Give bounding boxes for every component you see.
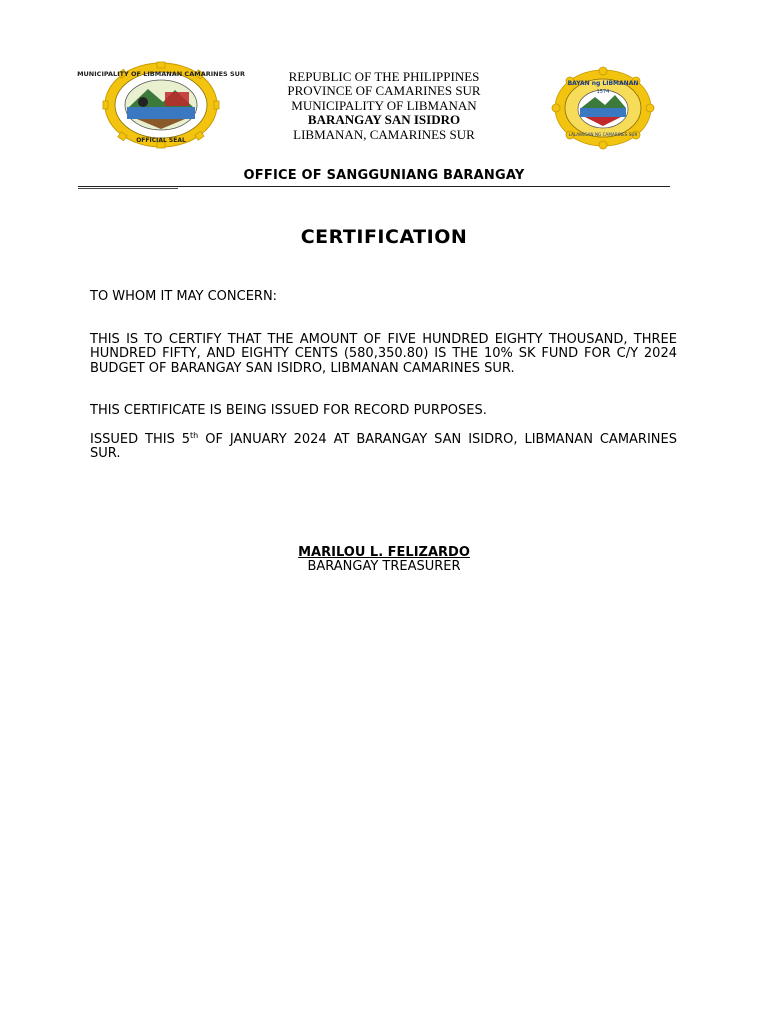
letterhead-municipality: MUNICIPALITY OF LIBMANAN bbox=[291, 97, 477, 113]
purpose-paragraph: THIS CERTIFICATE IS BEING ISSUED FOR RECORD PURPOSES. bbox=[90, 403, 487, 418]
signatory-name: MARILOU L. FELIZARDO bbox=[298, 545, 470, 560]
letterhead bbox=[234, 70, 534, 142]
letterhead-barangay: BARANGAY SAN ISIDRO bbox=[307, 112, 461, 128]
certification-paragraph: THIS IS TO CERTIFY THAT THE AMOUNT OF FIVE HUNDRED EIGHTY THOUSAND, THREE HUNDRED FIFTY, AND EIGHTY CENTS (580,350.80) IS THE 10% SK FUND FOR C/Y 2024 BUDGET OF BARANGAY SAN ISIDRO, LIBMANAN CAMARINES SUR. bbox=[90, 332, 677, 376]
ordinal-suffix: th bbox=[190, 431, 199, 440]
seal-left-bottom-text: OFFICIAL SEAL bbox=[136, 137, 186, 144]
header-divider-accent bbox=[78, 188, 178, 189]
document-title: CERTIFICATION bbox=[300, 226, 468, 248]
office-heading: OFFICE OF SANGGUNIANG BARANGAY bbox=[243, 168, 525, 183]
issuance-paragraph bbox=[90, 433, 677, 462]
municipal-seal-left bbox=[77, 62, 245, 148]
issuance-text-start: ISSUED THIS 5 bbox=[90, 432, 191, 447]
letterhead-address: LIBMANAN, CAMARINES SUR bbox=[293, 126, 475, 142]
seal-right-top-text: BAYAN ng LIBMANAN bbox=[567, 80, 639, 87]
signature-block bbox=[0, 546, 768, 575]
seal-right-year: 1574 bbox=[596, 89, 610, 95]
seal-right-bottom-text: LALAWIGAN NG CAMARINES SUR bbox=[568, 132, 638, 137]
seal-left-ring-text: MUNICIPALITY OF LIBMANAN CAMARINES SUR bbox=[77, 70, 245, 78]
signatory-position: BARANGAY TREASURER bbox=[307, 559, 461, 575]
header-divider bbox=[78, 186, 670, 187]
municipal-seal-right bbox=[553, 68, 653, 148]
letterhead-province: PROVINCE OF CAMARINES SUR bbox=[287, 83, 481, 99]
letterhead-republic: REPUBLIC OF THE PHILIPPINES bbox=[288, 69, 480, 84]
salutation: TO WHOM IT MAY CONCERN: bbox=[90, 289, 278, 304]
issuance-text-end: OF JANUARY 2024 AT BARANGAY SAN ISIDRO, LIBMANAN CAMARINES SUR. bbox=[90, 432, 677, 462]
